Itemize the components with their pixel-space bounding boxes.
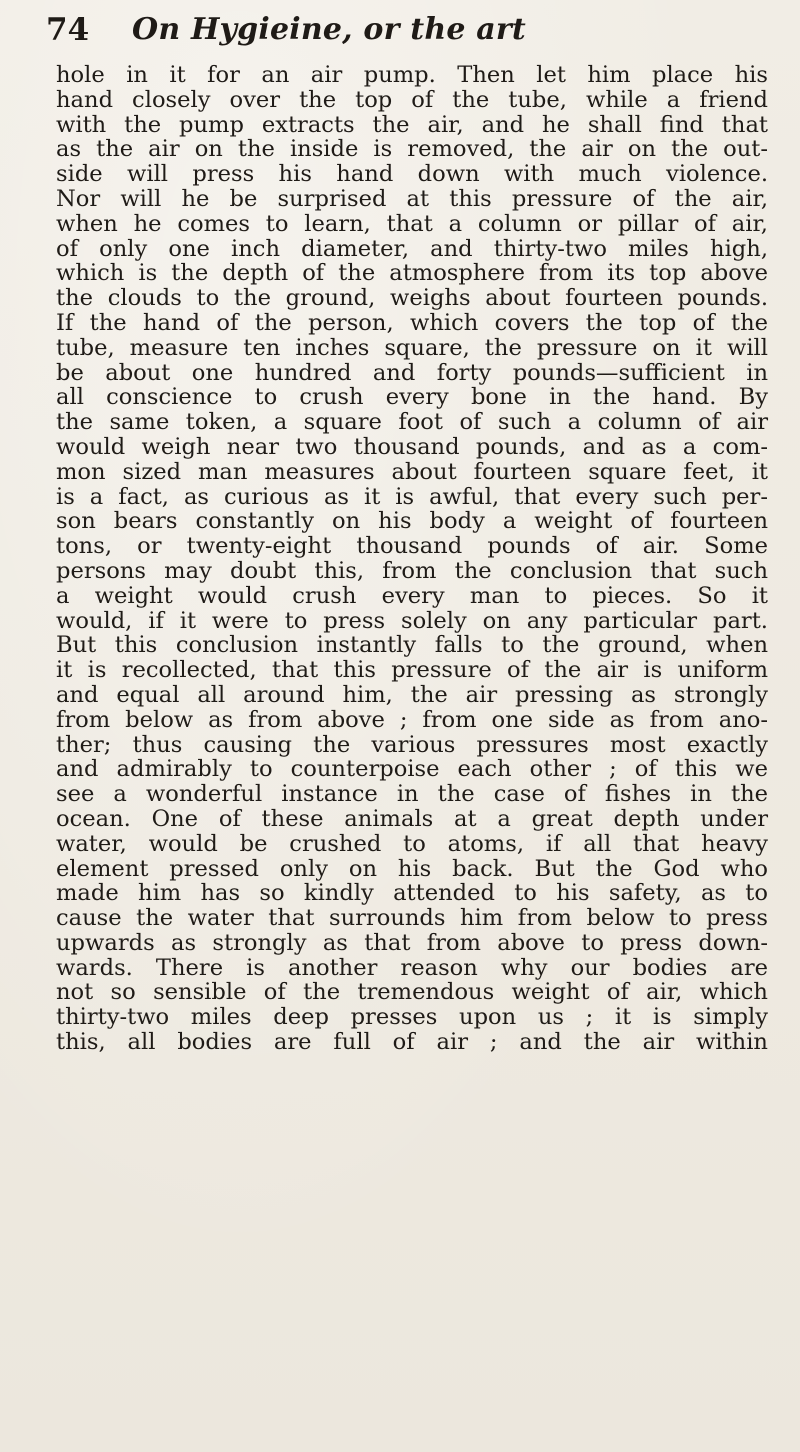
text-line: not so sensible of the tremendous weight of air, which: [56, 979, 768, 1006]
text-line: all conscience to crush every bone in the hand. By: [56, 384, 768, 411]
text-line: ther; thus causing the various pressures most exactly: [56, 731, 768, 758]
text-line: wards. There is another reason why our bodies are: [56, 954, 768, 981]
text-line: when he comes to learn, that a column or pillar of air,: [56, 210, 768, 237]
text-line: made him has so kindly attended to his safety, as to: [56, 880, 768, 907]
page-header: [46, 10, 766, 50]
text-line: is a fact, as curious as it is awful, that every such per-: [56, 483, 768, 510]
text-line: persons may doubt this, from the conclusion that such: [56, 557, 768, 584]
body-text: [56, 63, 768, 1055]
text-line: see a wonderful instance in the case of fishes in the: [56, 781, 768, 808]
text-line: But this conclusion instantly falls to the ground, when: [56, 632, 768, 659]
text-line: the same token, a square foot of such a column of air: [56, 409, 768, 436]
text-line: If the hand of the person, which covers the top of the: [56, 309, 768, 336]
text-line: with the pump extracts the air, and he shall find that: [56, 111, 768, 138]
text-line: element pressed only on his back. But the God who: [56, 855, 768, 882]
text-line: water, would be crushed to atoms, if all that heavy: [56, 830, 768, 857]
text-line: a weight would crush every man to pieces. So it: [56, 582, 768, 609]
text-line: tube, measure ten inches square, the pressure on it will: [56, 334, 768, 361]
text-line: tons, or twenty-eight thousand pounds of air. Some: [56, 533, 768, 560]
text-line: cause the water that surrounds him from below to press: [56, 905, 768, 932]
text-line: from below as from above ; from one side as from ano-: [56, 706, 768, 733]
text-line: it is recollected, that this pressure of the air is uniform: [56, 657, 768, 684]
text-line: which is the depth of the atmosphere from its top above: [56, 260, 768, 287]
page-number: 74: [46, 12, 90, 48]
text-line: the clouds to the ground, weighs about fourteen pounds.: [56, 285, 768, 312]
text-line: hand closely over the top of the tube, while a friend: [56, 86, 768, 113]
text-line: side will press his hand down with much violence.: [56, 161, 768, 188]
text-line: and equal all around him, the air pressing as strongly: [56, 681, 768, 708]
text-line: ocean. One of these animals at a great depth under: [56, 805, 768, 832]
text-line: be about one hundred and forty pounds—sufficient in: [56, 359, 768, 386]
text-line: son bears constantly on his body a weight of fourteen: [56, 508, 768, 535]
text-line: Nor will he be surprised at this pressure of the air,: [56, 185, 768, 212]
text-line: hole in it for an air pump. Then let him place his: [56, 62, 768, 88]
running-title: On Hygieine, or the art: [132, 12, 526, 47]
text-line: mon sized man measures about fourteen square feet, it: [56, 458, 768, 485]
text-line: this, all bodies are full of air ; and the air within: [56, 1029, 768, 1056]
text-line: would weigh near two thousand pounds, and as a com-: [56, 433, 768, 460]
text-line: and admirably to counterpoise each other ; of this we: [56, 756, 768, 783]
text-line: upwards as strongly as that from above to press down-: [56, 929, 768, 956]
text-line: of only one inch diameter, and thirty-two miles high,: [56, 235, 768, 262]
text-line: as the air on the inside is removed, the air on the out-: [56, 136, 768, 163]
text-line: would, if it were to press solely on any particular part.: [56, 607, 768, 634]
text-line: thirty-two miles deep presses upon us ; it is simply: [56, 1004, 768, 1031]
